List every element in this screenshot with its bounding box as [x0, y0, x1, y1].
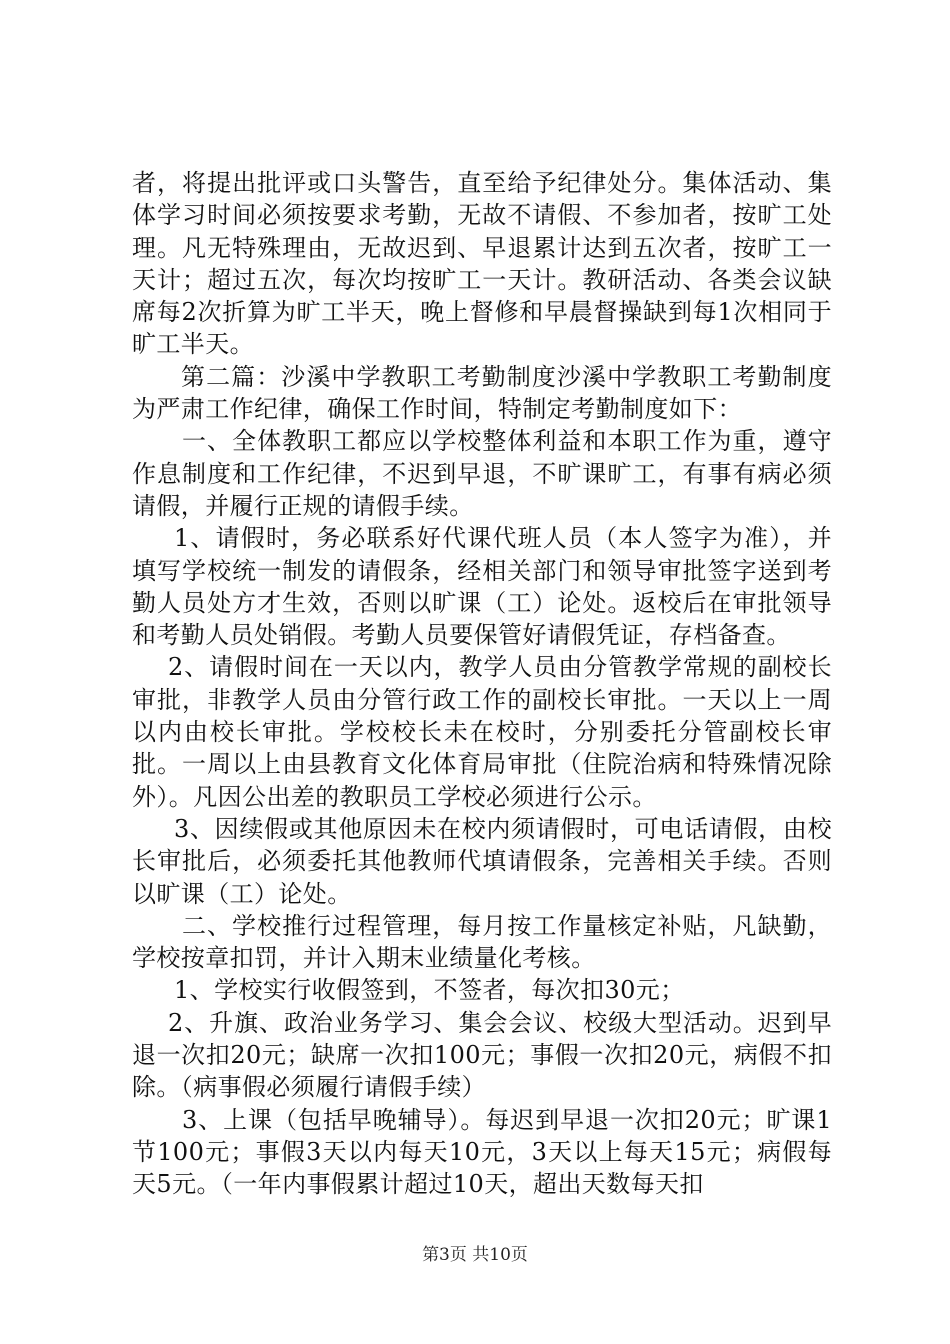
- page-footer: 第3页 共10页: [422, 1245, 528, 1265]
- paragraph-7: 二、学校推行过程管理，每月按工作量核定补贴，凡缺勤，学校按章扣罚，并计入期末业绩量化考核。: [132, 911, 832, 973]
- document-body: [132, 167, 832, 1201]
- paragraph-9: 2、升旗、政治业务学习、集会会议、校级大型活动。迟到早退一次扣20元；缺席一次扣100元；事假一次扣20元，病假不扣除。（病事假必须履行请假手续）: [132, 1008, 832, 1102]
- paragraph-2: 第二篇：沙溪中学教职工考勤制度沙溪中学教职工考勤制度为严肃工作纪律，确保工作时间，特制定考勤制度如下：: [132, 362, 832, 424]
- paragraph-3: 一、全体教职工都应以学校整体利益和本职工作为重，遵守作息制度和工作纪律，不迟到早退，不旷课旷工，有事有病必须请假，并履行正规的请假手续。: [132, 427, 832, 520]
- paragraph-10: 3、上课（包括早晚辅导）。每迟到早退一次扣20元；旷课1节100元；事假3天以内每天10元，3天以上每天15元；病假每天5元。（一年内事假累计超过10天，超出天数每天扣: [132, 1105, 832, 1199]
- paragraph-4: 1、请假时，务必联系好代课代班人员（本人签字为准），并填写学校统一制发的请假条，经相关部门和领导审批签字送到考勤人员处方才生效，否则以旷课（工）论处。返校后在审批领导和考勤人员处销假。考勤人员要保管好请假凭证，存档备查。: [132, 524, 832, 650]
- paragraph-5: 2、请假时间在一天以内，教学人员由分管教学常规的副校长审批，非教学人员由分管行政工作的副校长审批。一天以上一周以内由校长审批。学校校长未在校时，分别委托分管副校长审批。一周以上由县教育文化体育局审批（住院治病和特殊情况除外）。凡因公出差的教职员工学校必须进行公示。: [132, 653, 832, 811]
- paragraph-6: 3、因续假或其他原因未在校内须请假时，可电话请假，由校长审批后，必须委托其他教师代填请假条，完善相关手续。否则以旷课（工）论处。: [132, 814, 832, 908]
- paragraph-8: 1、学校实行收假签到，不签者，每次扣30元；: [174, 976, 685, 1005]
- paragraph-1: 者，将提出批评或口头警告，直至给予纪律处分。集体活动、集体学习时间必须按要求考勤，无故不请假、不参加者，按旷工处理。凡无特殊理由，无故迟到、早退累计达到五次者，按旷工一天计；超过五次，每次均按旷工一天计。教研活动、各类会议缺席每2次折算为旷工半天，晚上督修和早晨督操缺到每1次相同于旷工半天。: [132, 169, 832, 359]
